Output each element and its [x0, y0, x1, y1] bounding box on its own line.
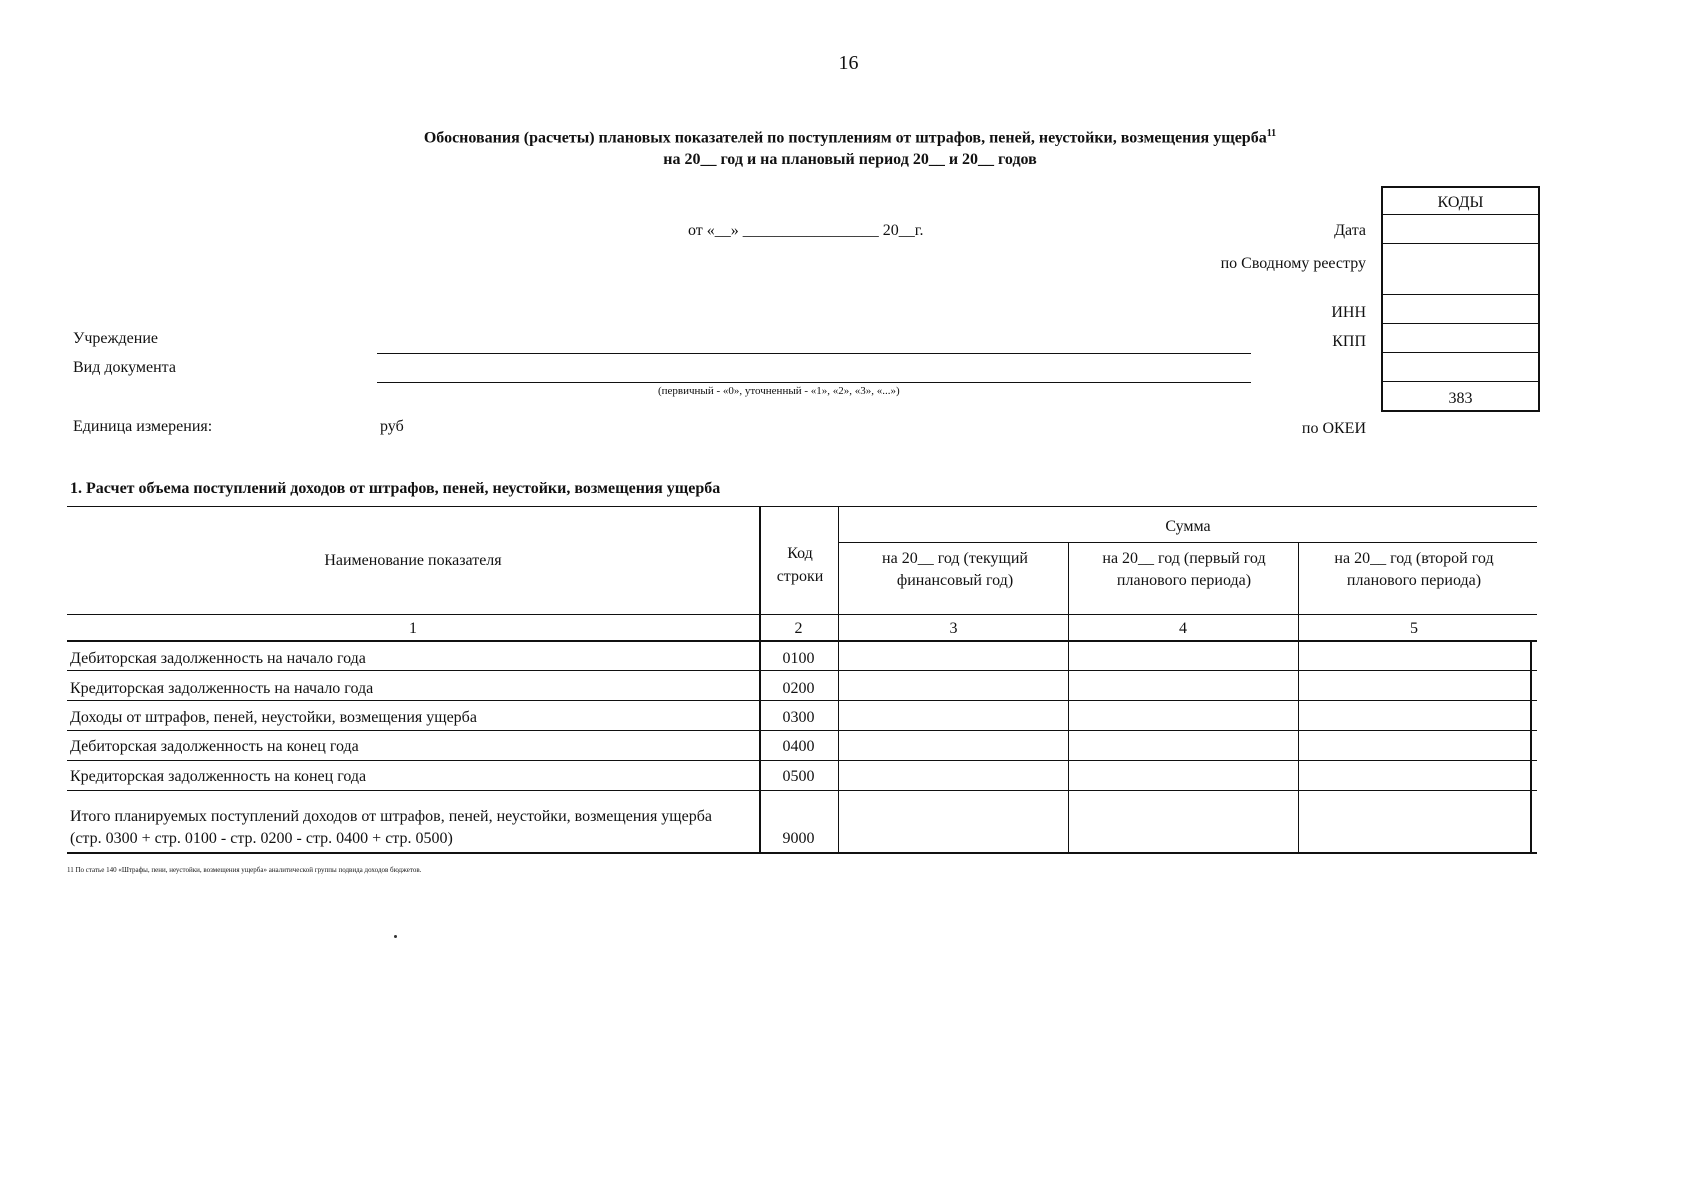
- header-bottom-border: [67, 614, 1537, 615]
- doc-type-hint: (первичный - «0», уточненный - «1», «2», «3», «...»): [658, 385, 900, 397]
- row-name: Кредиторская задолженность на начало года: [70, 680, 374, 697]
- unit-value: руб: [380, 418, 404, 435]
- header-name: Наименование показателя: [324, 552, 502, 569]
- row-code: 0100: [782, 650, 815, 667]
- header-col5: на 20__ год (второй год планового периода): [1334, 550, 1494, 589]
- col-number: 3: [949, 620, 958, 637]
- col-divider: [759, 506, 761, 852]
- unit-label: Единица измерения:: [73, 418, 213, 435]
- row-code: 0200: [782, 680, 815, 697]
- page-number: 16: [838, 52, 859, 74]
- code-label-date: Дата: [1334, 222, 1366, 239]
- codes-header: КОДЫ: [1437, 194, 1484, 211]
- row-border: [67, 730, 1537, 731]
- col-divider: [1530, 640, 1532, 852]
- code-label-okei: по ОКЕИ: [1301, 420, 1366, 437]
- code-cell-okei: 383: [1383, 381, 1538, 410]
- doc-type-label: Вид документа: [73, 359, 176, 376]
- row-code: 0400: [782, 738, 815, 755]
- document-subtitle: на 20__ год и на плановый период 20__ и 20__ годов: [663, 151, 1037, 168]
- col-number: 4: [1179, 620, 1187, 637]
- row-name: Доходы от штрафов, пеней, неустойки, возмещения ущерба: [70, 709, 477, 726]
- sum-header-divider: [839, 542, 1537, 543]
- row-border: [67, 700, 1537, 701]
- row-code: 0300: [782, 709, 815, 726]
- title-line1: Обоснования (расчеты) плановых показателей по поступлениям от штрафов, пеней, неустойки, возмещения ущерба: [423, 129, 1267, 147]
- institution-label: Учреждение: [73, 330, 158, 347]
- row-name: Кредиторская задолженность на конец года: [70, 768, 367, 785]
- footnote-mark: 11: [1266, 128, 1277, 139]
- row-border: [67, 790, 1537, 791]
- row-code: 0500: [782, 768, 815, 785]
- col-divider: [1068, 542, 1069, 852]
- date-line: от «__» _________________ 20__г.: [688, 222, 924, 239]
- code-label-inn: ИНН: [1331, 304, 1366, 321]
- col-divider: [1298, 542, 1299, 852]
- row-name-total: Итого планируемых поступлений доходов от штрафов, пеней, неустойки, возмещения ущерба (стр. 0300 + стр. 0100 - стр. 0200 - стр. 0400 + стр. 0500): [70, 808, 712, 847]
- col-number: 1: [409, 620, 417, 637]
- row-name: Дебиторская задолженность на конец года: [70, 738, 359, 755]
- col-number: 2: [794, 620, 803, 637]
- header-sum: Сумма: [1165, 518, 1211, 535]
- footnote: 11 По статье 140 «Штрафы, пени, неустойки, возмещения ущерба» аналитической группы подвида доходов бюджетов.: [67, 866, 422, 874]
- col-divider: [838, 506, 839, 852]
- row-border: [67, 760, 1537, 761]
- numbers-row-border: [67, 640, 1537, 642]
- scan-speck: [394, 935, 397, 938]
- code-label-kpp: КПП: [1332, 333, 1366, 350]
- code-label-registry: по Сводному реестру: [1220, 255, 1366, 272]
- col-number: 5: [1410, 620, 1418, 637]
- header-col3: на 20__ год (текущий финансовый год): [882, 550, 1028, 589]
- row-code-total: 9000: [782, 830, 815, 847]
- row-border: [67, 670, 1537, 671]
- header-code: Код строки: [776, 545, 824, 585]
- section-title: 1. Расчет объема поступлений доходов от штрафов, пеней, неустойки, возмещения ущерба: [70, 480, 721, 497]
- row-name: Дебиторская задолженность на начало года: [70, 650, 366, 667]
- table-bottom-border: [67, 852, 1537, 854]
- table-top-border: [67, 506, 1537, 507]
- header-col4: на 20__ год (первый год планового периода): [1102, 550, 1266, 589]
